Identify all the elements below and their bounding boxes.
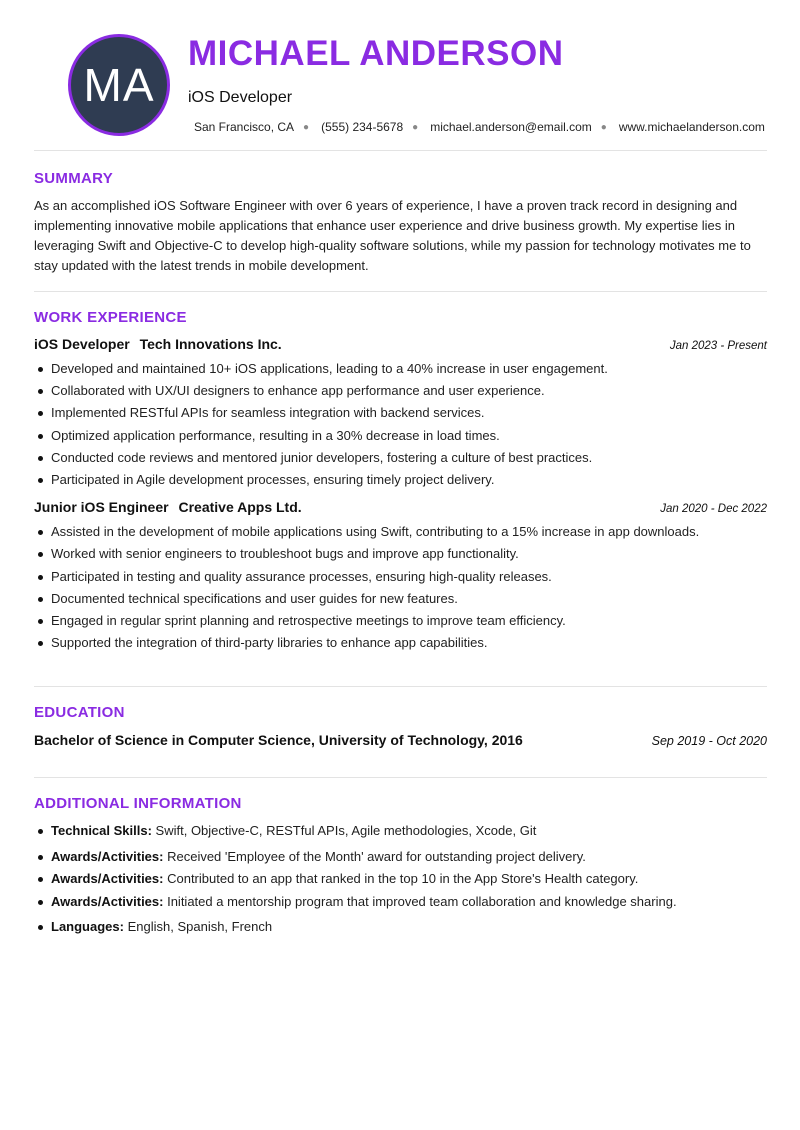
- section-title-experience: WORK EXPERIENCE: [34, 309, 187, 326]
- section-title-education: EDUCATION: [34, 704, 125, 721]
- divider: [34, 777, 767, 778]
- separator-dot: ●: [600, 121, 607, 133]
- job-company: Creative Apps Ltd.: [178, 499, 302, 516]
- job-dates: Jan 2023 - Present: [669, 340, 767, 352]
- list-item: [51, 820, 767, 843]
- list-item: [51, 916, 767, 939]
- contact-phone: (555) 234-5678: [321, 120, 404, 134]
- item-label: Awards/Activities:: [51, 893, 164, 909]
- experience-section: [34, 309, 767, 654]
- candidate-role: iOS Developer: [188, 89, 293, 106]
- list-item: Collaborated with UX/UI designers to enhance app performance and user experience.: [51, 380, 767, 402]
- list-item: [51, 891, 767, 914]
- education-degree: Bachelor of Science in Computer Science, University of Technology, 2016: [34, 732, 523, 748]
- additional-section: [34, 795, 767, 939]
- contact-website[interactable]: www.michaelanderson.com: [618, 120, 765, 134]
- item-label: Awards/Activities:: [51, 848, 164, 864]
- item-label: Awards/Activities:: [51, 871, 164, 886]
- job-role: iOS Developer: [34, 336, 130, 352]
- item-text: Initiated a mentorship program that improved team collaboration and knowledge sharing.: [167, 893, 677, 909]
- item-label: Languages:: [51, 919, 124, 934]
- additional-list: [34, 820, 767, 939]
- item-text: Received 'Employee of the Month' award for outstanding project delivery.: [167, 848, 586, 864]
- separator-dot: ●: [412, 121, 419, 133]
- job-title: [34, 499, 302, 515]
- divider: [34, 291, 767, 292]
- list-item: Documented technical specifications and user guides for new features.: [51, 588, 767, 610]
- list-item: Engaged in regular sprint planning and retrospective meetings to improve team efficiency.: [51, 610, 767, 632]
- item-text: English, Spanish, French: [127, 919, 273, 934]
- list-item: Optimized application performance, resulting in a 30% decrease in load times.: [51, 425, 767, 447]
- list-item: Developed and maintained 10+ iOS applications, leading to a 40% increase in user engagement.: [51, 358, 767, 380]
- job-bullets: [34, 521, 767, 654]
- job-entry: [34, 336, 767, 491]
- education-dates: Sep 2019 - Oct 2020: [651, 734, 767, 748]
- education-section: [34, 704, 767, 748]
- list-item: [51, 846, 767, 869]
- education-entry: [34, 732, 767, 748]
- summary-text: As an accomplished iOS Software Engineer with over 6 years of experience, I have a proven track record in designing and implementing innovative mobile applications that enhance user experience and drive business growth. My expertise lies in leveraging Swift and Objective-C to develop high-quality software solutions, while my passion for technology motivates me to stay updated with the latest trends in mobile development.: [34, 198, 751, 273]
- item-text: Swift, Objective-C, RESTful APIs, Agile methodologies, Xcode, Git: [155, 823, 537, 838]
- job-bullets: [34, 358, 767, 491]
- list-item: Worked with senior engineers to troubleshoot bugs and improve app functionality.: [51, 543, 767, 565]
- job-header: [34, 336, 767, 352]
- list-item: Implemented RESTful APIs for seamless integration with backend services.: [51, 402, 767, 424]
- job-entry: [34, 499, 767, 654]
- avatar-initials: MA: [83, 59, 155, 111]
- contact-location: San Francisco, CA: [194, 120, 295, 134]
- list-item: Conducted code reviews and mentored junior developers, fostering a culture of best practices.: [51, 447, 767, 469]
- candidate-name: MICHAEL ANDERSON: [188, 34, 564, 73]
- list-item: Assisted in the development of mobile applications using Swift, contributing to a 15% increase in app downloads.: [51, 521, 767, 543]
- divider: [34, 686, 767, 687]
- divider: [34, 150, 767, 151]
- list-item: Participated in testing and quality assurance processes, ensuring high-quality releases.: [51, 566, 767, 588]
- item-text: Contributed to an app that ranked in the top 10 in the App Store's Health category.: [167, 871, 639, 886]
- item-label: Technical Skills:: [51, 823, 152, 838]
- avatar: [68, 34, 170, 136]
- resume-header: [34, 0, 767, 150]
- job-role: Junior iOS Engineer: [34, 499, 169, 516]
- list-item: Supported the integration of third-party libraries to enhance app capabilities.: [51, 632, 767, 654]
- list-item: Participated in Agile development processes, ensuring timely project delivery.: [51, 469, 767, 491]
- job-header: [34, 499, 767, 515]
- section-title-summary: SUMMARY: [34, 170, 114, 187]
- section-title-additional: ADDITIONAL INFORMATION: [34, 795, 242, 812]
- separator-dot: ●: [303, 121, 310, 133]
- contact-row: [194, 120, 765, 134]
- job-company: Tech Innovations Inc.: [139, 336, 282, 352]
- summary-section: [34, 170, 767, 276]
- list-item: [51, 868, 767, 891]
- job-dates: Jan 2020 - Dec 2022: [660, 503, 767, 516]
- contact-email[interactable]: michael.anderson@email.com: [430, 120, 592, 134]
- job-title: [34, 336, 282, 352]
